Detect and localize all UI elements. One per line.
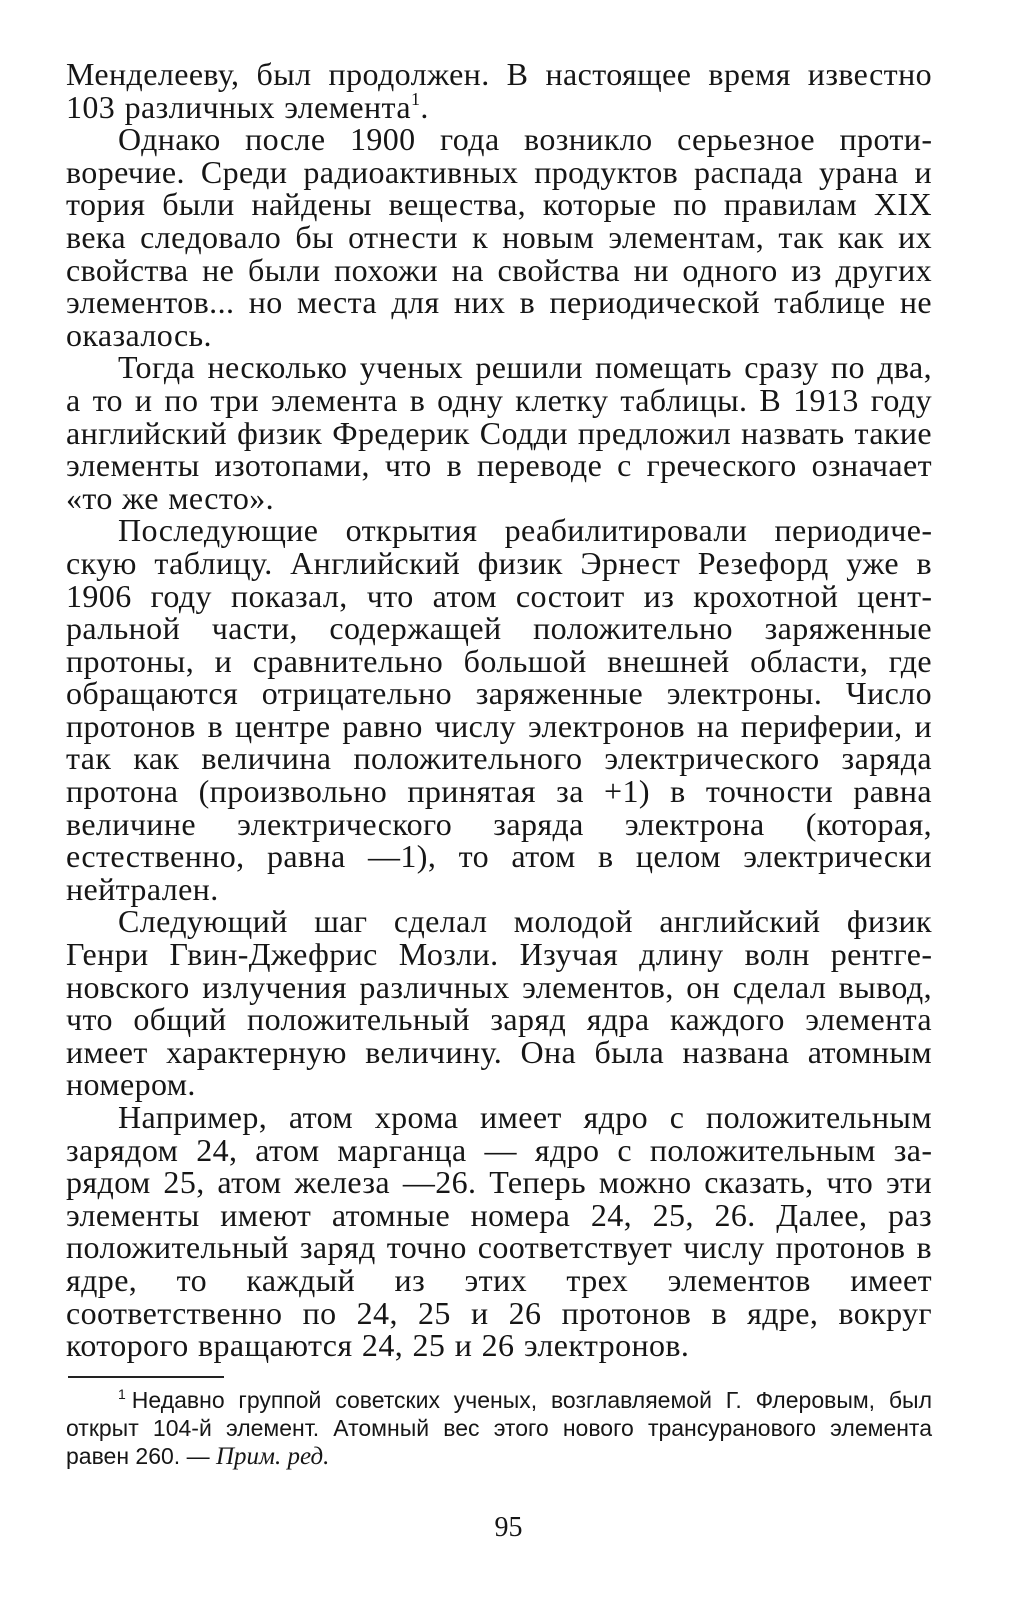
paragraph-4: Последующие открытия реабилитировали периодическую таблицу. Английский физик Эрнест Резефорд уже в 1906 году показал, что атом состоит из крохотной центральной части, содержащей положительно заряженные протоны, и сравнительно большой внешней области, где обращаются отрицательно заряженные электроны. Число протонов в центре равно числу электронов на периферии, и так как величина положительного электрического заряда протона (произвольно принятая за +1) в точности равна величине электрического заряда электрона (которая, естественно, равна —1), то атом в целом электрически нейтрален.	[66, 512, 932, 907]
page-number: 95	[494, 1512, 523, 1543]
paragraph-6: Например, атом хрома имеет ядро с положительным зарядом 24, атом марганца — ядро с положительным зарядом 25, атом железа —26. Теперь можно сказать, что эти элементы имеют атомные номера 24, 25, 26. Далее, раз положительный заряд точно соответствует числу протонов в ядре, то каждый из этих трех элементов имеет соответственно по 24, 25 и 26 протонов в ядре, вокруг которого вращаются 24, 25 и 26 электронов.	[66, 1099, 932, 1364]
paragraph-1-text: Менделееву, был продолжен. В настоящее время известно 103 различных элемента	[66, 56, 932, 125]
paragraph-3: Тогда несколько ученых решили помещать сразу по два, а то и по три элемента в одну клетку таблицы. В 1913 году английский физик Фредерик Содди предложил назвать такие элементы изотопами, что в переводе с греческого означает «то же место».	[66, 349, 932, 516]
footnote-divider	[68, 1376, 224, 1378]
paragraph-5: Следующий шаг сделал молодой английский физик Генри Гвин-Джефрис Мозли. Изучая длину волн рентгеновского излучения различных элементов, он сделал вывод, что общий положительный заряд ядра каждого элемента имеет характерную величину. Она была названа атомным номером.	[66, 903, 932, 1103]
page-body	[66, 58, 932, 1471]
footnote-text: Недавно группой советских ученых, возглавляемой Г. Флеровым, был открыт 104-й элемент. Атомный вес этого нового трансуранового элемента равен 260. —	[66, 1386, 932, 1469]
paragraph-1	[66, 58, 932, 123]
footnote-editor-note: Прим. ред.	[215, 1442, 330, 1470]
footnote	[66, 1386, 932, 1471]
footnote-mark: 1	[118, 1385, 126, 1402]
footnote-reference[interactable]: 1	[410, 88, 421, 109]
paragraph-2: Однако после 1900 года возникло серьезное противоречие. Среди радиоактивных продуктов распада урана и тория были найдены вещества, которые по правилам XIX века следовало бы отнести к новым элементам, так как их свойства не были похожи на свойства ни одного из других элементов... но места для них в периодической таблице не оказалось.	[66, 121, 932, 353]
paragraph-1-tail: .	[420, 88, 429, 125]
